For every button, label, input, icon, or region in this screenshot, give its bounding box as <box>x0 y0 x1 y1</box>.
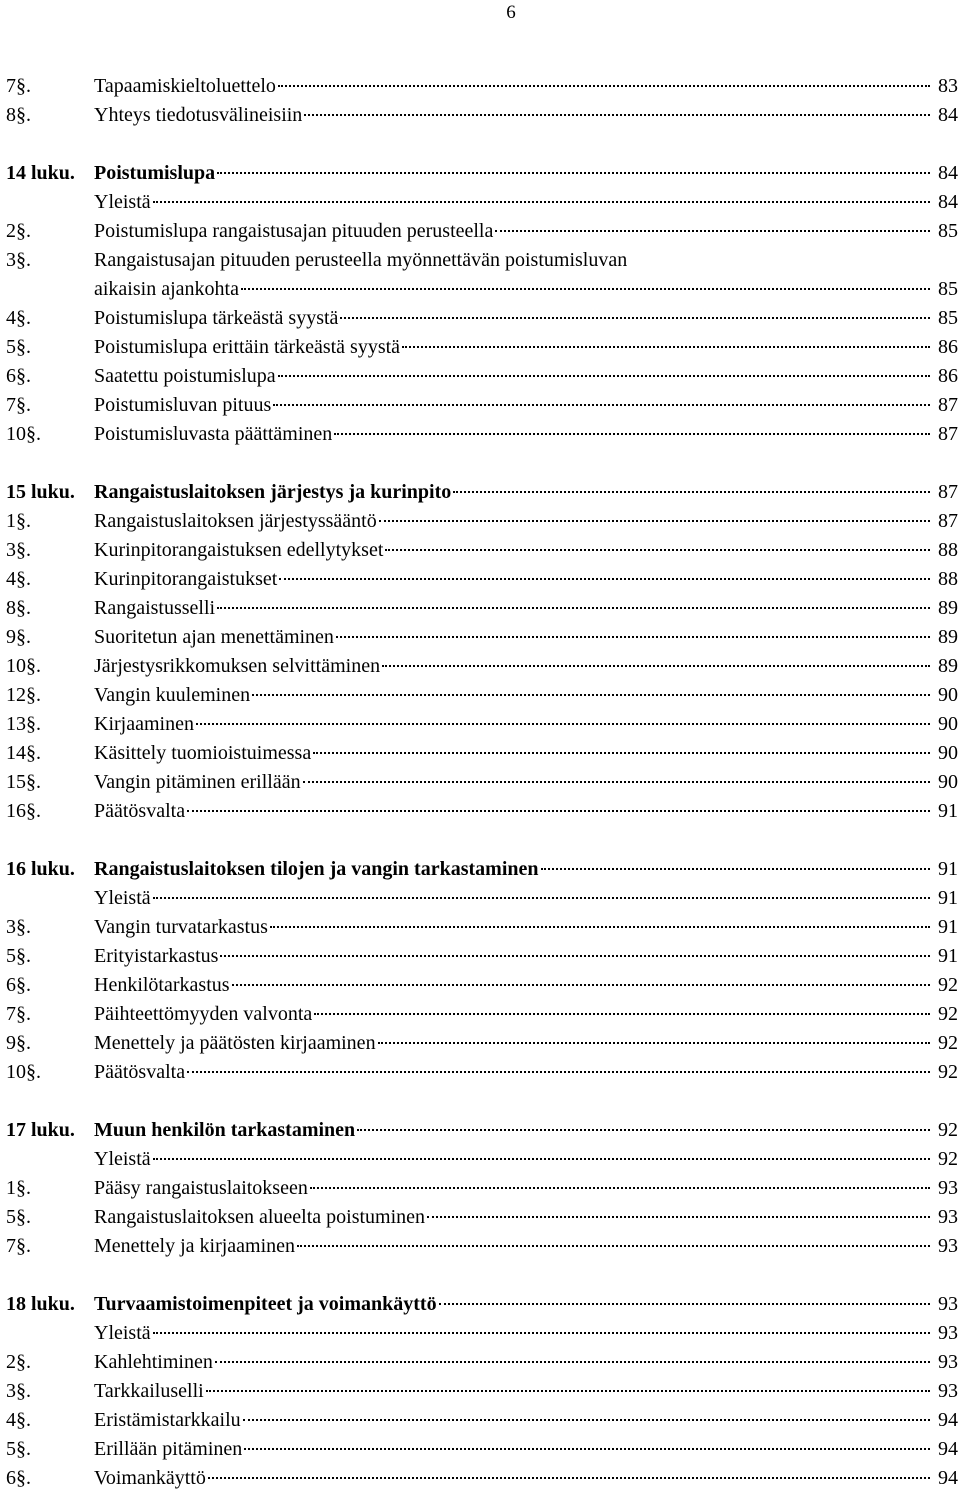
page-number: 6 <box>506 2 516 23</box>
toc-page-number: 90 <box>938 742 958 764</box>
toc-entry-title: Pääsy rangaistuslaitokseen <box>94 1177 308 1199</box>
toc-entry <box>6 594 958 623</box>
toc-entry <box>6 681 958 710</box>
toc-entry <box>6 536 958 565</box>
toc-page-number: 87 <box>938 394 958 416</box>
toc-entry <box>6 362 958 391</box>
toc-page-number: 92 <box>938 974 958 996</box>
toc-dot-leader <box>279 577 930 580</box>
toc-dot-leader <box>217 606 930 609</box>
toc-entry <box>6 971 958 1000</box>
toc-page-number: 86 <box>938 336 958 358</box>
toc-entry <box>6 652 958 681</box>
table-of-contents <box>6 72 958 1493</box>
toc-entry-number: 15 luku. <box>6 481 75 503</box>
toc-dot-leader <box>232 983 930 986</box>
toc-entry-number: 3§. <box>6 539 31 561</box>
toc-entry <box>6 1058 958 1087</box>
toc-entry <box>6 710 958 739</box>
toc-dot-leader <box>220 954 930 957</box>
toc-page-number: 89 <box>938 597 958 619</box>
toc-page-number: 92 <box>938 1061 958 1083</box>
toc-entry <box>6 333 958 362</box>
toc-dot-leader <box>303 780 930 783</box>
toc-entry-title: Poistumisluvasta päättäminen <box>94 423 333 445</box>
toc-dot-leader <box>270 925 930 928</box>
toc-entry-title: Turvaamistoimenpiteet ja voimankäyttö <box>94 1293 437 1315</box>
toc-dot-leader <box>196 722 930 725</box>
toc-page-number: 86 <box>938 365 958 387</box>
toc-page-number: 85 <box>938 278 958 300</box>
toc-entry-title: Poistumislupa <box>94 162 216 184</box>
toc-page-number: 84 <box>938 191 958 213</box>
toc-entry-number: 8§. <box>6 597 31 619</box>
toc-entry-number: 15§. <box>6 771 41 793</box>
toc-page-number: 92 <box>938 1003 958 1025</box>
toc-entry-title: Poistumislupa erittäin tärkeästä syystä <box>94 336 401 358</box>
toc-entry-title: Rangaistuslaitoksen tilojen ja vangin tarkastaminen <box>94 858 539 880</box>
toc-entry-number: 4§. <box>6 568 31 590</box>
toc-entry-number: 5§. <box>6 1206 31 1228</box>
toc-dot-leader <box>357 1128 930 1131</box>
toc-entry-title: Kahlehtiminen <box>94 1351 213 1373</box>
toc-entry-title: Vangin turvatarkastus <box>94 916 268 938</box>
toc-dot-leader <box>313 751 930 754</box>
toc-page-number: 84 <box>938 104 958 126</box>
toc-dot-leader <box>378 1041 930 1044</box>
toc-page-number: 94 <box>938 1467 958 1489</box>
toc-entry <box>6 623 958 652</box>
toc-entry-title: Kurinpitorangaistuksen edellytykset <box>94 539 384 561</box>
toc-entry <box>6 217 958 246</box>
toc-dot-leader <box>243 1418 930 1421</box>
toc-entry-title: Poistumislupa rangaistusajan pituuden perusteella <box>94 220 494 242</box>
toc-dot-leader <box>208 1476 930 1479</box>
toc-dot-leader <box>187 1070 930 1073</box>
toc-entry-number: 12§. <box>6 684 41 706</box>
toc-page-number: 91 <box>938 887 958 909</box>
toc-dot-leader <box>215 1360 930 1363</box>
toc-entry-title: Käsittely tuomioistuimessa <box>94 742 312 764</box>
toc-page-number: 93 <box>938 1206 958 1228</box>
toc-entry-number: 10§. <box>6 423 41 445</box>
toc-page-number: 92 <box>938 1148 958 1170</box>
toc-entry <box>6 1377 958 1406</box>
toc-entry-title: Rangaistuslaitoksen alueelta poistuminen <box>94 1206 426 1228</box>
toc-dot-leader <box>382 664 930 667</box>
toc-entry <box>6 1348 958 1377</box>
toc-entry-title: Kirjaaminen <box>94 713 194 735</box>
toc-entry-title: Tapaamiskieltoluettelo <box>94 75 276 97</box>
toc-entry <box>6 1174 958 1203</box>
toc-page-number: 93 <box>938 1293 958 1315</box>
toc-entry-number: 5§. <box>6 1438 31 1460</box>
toc-chapter-heading <box>6 855 958 884</box>
toc-entry-title: Henkilötarkastus <box>94 974 230 996</box>
toc-entry-title: Vangin kuuleminen <box>94 684 251 706</box>
toc-dot-leader <box>217 171 930 174</box>
toc-entry-title: Poistumislupa tärkeästä syystä <box>94 307 339 329</box>
toc-entry-number: 10§. <box>6 1061 41 1083</box>
toc-entry <box>6 1464 958 1493</box>
toc-entry <box>6 942 958 971</box>
toc-entry <box>6 739 958 768</box>
toc-entry-title: Rangaistusajan pituuden perusteella myönnettävän poistumisluvan <box>94 249 628 271</box>
toc-chapter-heading <box>6 1116 958 1145</box>
toc-page-number: 85 <box>938 307 958 329</box>
toc-page-number: 93 <box>938 1351 958 1373</box>
toc-entry-title: Kurinpitorangaistukset <box>94 568 278 590</box>
toc-dot-leader <box>187 809 930 812</box>
toc-dot-leader <box>402 345 930 348</box>
toc-page-number: 92 <box>938 1032 958 1054</box>
toc-dot-leader <box>495 229 930 232</box>
toc-page-number: 89 <box>938 655 958 677</box>
toc-entry-number: 4§. <box>6 1409 31 1431</box>
toc-entry <box>6 304 958 333</box>
toc-dot-leader <box>310 1186 930 1189</box>
toc-entry-title: Rangaistusselli <box>94 597 216 619</box>
toc-page-number: 91 <box>938 858 958 880</box>
toc-entry-number: 1§. <box>6 510 31 532</box>
toc-dot-leader <box>153 200 930 203</box>
toc-page-number: 87 <box>938 510 958 532</box>
toc-entry-title: Vangin pitäminen erillään <box>94 771 301 793</box>
toc-entry-number: 5§. <box>6 336 31 358</box>
toc-page-number: 93 <box>938 1235 958 1257</box>
toc-page-number: 90 <box>938 713 958 735</box>
toc-page-number: 94 <box>938 1438 958 1460</box>
toc-dot-leader <box>297 1244 930 1247</box>
toc-entry <box>6 884 958 913</box>
toc-entry-title: Yleistä <box>94 1322 151 1344</box>
toc-dot-leader <box>252 693 930 696</box>
toc-entry <box>6 275 958 304</box>
toc-dot-leader <box>153 896 930 899</box>
toc-dot-leader <box>541 867 931 870</box>
toc-entry-number: 10§. <box>6 655 41 677</box>
toc-entry-number: 2§. <box>6 1351 31 1373</box>
toc-dot-leader <box>244 1447 930 1450</box>
toc-entry-number: 9§. <box>6 626 31 648</box>
toc-entry-number: 7§. <box>6 1235 31 1257</box>
toc-entry-title: Päihteettömyyden valvonta <box>94 1003 313 1025</box>
toc-dot-leader <box>206 1389 930 1392</box>
toc-entry <box>6 913 958 942</box>
toc-page-number: 87 <box>938 423 958 445</box>
toc-page-number: 91 <box>938 800 958 822</box>
toc-entry-number: 3§. <box>6 916 31 938</box>
toc-entry-number: 2§. <box>6 220 31 242</box>
toc-dot-leader <box>340 316 930 319</box>
toc-entry <box>6 101 958 130</box>
toc-dot-leader <box>453 490 930 493</box>
toc-entry-number: 4§. <box>6 307 31 329</box>
toc-entry <box>6 246 958 275</box>
toc-dot-leader <box>379 519 930 522</box>
toc-page-number: 93 <box>938 1380 958 1402</box>
toc-entry-number: 17 luku. <box>6 1119 75 1141</box>
toc-entry-number: 7§. <box>6 1003 31 1025</box>
toc-page-number: 85 <box>938 220 958 242</box>
toc-entry-title: Eristämistarkkailu <box>94 1409 241 1431</box>
toc-page-number: 88 <box>938 539 958 561</box>
toc-entry-number: 1§. <box>6 1177 31 1199</box>
toc-entry-title: Järjestysrikkomuksen selvittäminen <box>94 655 381 677</box>
toc-entry <box>6 420 958 449</box>
toc-entry-title: Tarkkailuselli <box>94 1380 204 1402</box>
toc-dot-leader <box>304 113 930 116</box>
toc-dot-leader <box>336 635 930 638</box>
toc-entry-title: Erityistarkastus <box>94 945 219 967</box>
toc-page-number: 88 <box>938 568 958 590</box>
toc-dot-leader <box>273 403 930 406</box>
toc-page-number: 89 <box>938 626 958 648</box>
toc-entry-number: 7§. <box>6 394 31 416</box>
toc-entry-number: 16 luku. <box>6 858 75 880</box>
toc-entry-title: Päätösvalta <box>94 800 186 822</box>
toc-entry-title: Rangaistuslaitoksen järjestys ja kurinpito <box>94 481 452 503</box>
toc-page-number: 93 <box>938 1177 958 1199</box>
toc-entry-title: Menettely ja päätösten kirjaaminen <box>94 1032 376 1054</box>
toc-dot-leader <box>385 548 930 551</box>
toc-entry-number: 5§. <box>6 945 31 967</box>
toc-entry <box>6 1435 958 1464</box>
toc-entry-title: aikaisin ajankohta <box>94 278 239 300</box>
toc-entry-number: 14 luku. <box>6 162 75 184</box>
toc-entry-title: Poistumisluvan pituus <box>94 394 272 416</box>
toc-entry-title: Saatettu poistumislupa <box>94 365 276 387</box>
toc-entry-title: Yhteys tiedotusvälineisiin <box>94 104 303 126</box>
toc-entry-title: Suoritetun ajan menettäminen <box>94 626 334 648</box>
toc-entry-title: Yleistä <box>94 191 151 213</box>
toc-entry-number: 6§. <box>6 365 31 387</box>
toc-entry-number: 6§. <box>6 974 31 996</box>
toc-entry <box>6 1145 958 1174</box>
toc-page-number: 92 <box>938 1119 958 1141</box>
toc-chapter-heading <box>6 159 958 188</box>
toc-page-number: 90 <box>938 684 958 706</box>
toc-dot-leader <box>427 1215 930 1218</box>
toc-chapter-heading <box>6 1290 958 1319</box>
toc-entry <box>6 1203 958 1232</box>
toc-page-number: 94 <box>938 1409 958 1431</box>
toc-entry <box>6 768 958 797</box>
toc-entry-number: 3§. <box>6 1380 31 1402</box>
toc-entry <box>6 1406 958 1435</box>
toc-page-number: 83 <box>938 75 958 97</box>
toc-entry-title: Yleistä <box>94 887 151 909</box>
toc-entry-number: 8§. <box>6 104 31 126</box>
toc-entry <box>6 1232 958 1261</box>
toc-entry-title: Muun henkilön tarkastaminen <box>94 1119 356 1141</box>
toc-entry-title: Yleistä <box>94 1148 151 1170</box>
toc-entry-title: Menettely ja kirjaaminen <box>94 1235 296 1257</box>
toc-page-number: 87 <box>938 481 958 503</box>
toc-entry <box>6 1029 958 1058</box>
toc-entry <box>6 391 958 420</box>
toc-page-number: 93 <box>938 1322 958 1344</box>
toc-entry <box>6 72 958 101</box>
toc-page-number: 91 <box>938 916 958 938</box>
toc-dot-leader <box>278 374 930 377</box>
toc-entry-number: 6§. <box>6 1467 31 1489</box>
toc-dot-leader <box>153 1157 930 1160</box>
toc-page-number: 90 <box>938 771 958 793</box>
toc-dot-leader <box>241 287 930 290</box>
toc-entry-number: 3§. <box>6 249 31 271</box>
toc-entry-number: 7§. <box>6 75 31 97</box>
toc-entry-number: 9§. <box>6 1032 31 1054</box>
toc-dot-leader <box>314 1012 930 1015</box>
toc-entry <box>6 507 958 536</box>
toc-entry-title: Voimankäyttö <box>94 1467 206 1489</box>
toc-entry-title: Päätösvalta <box>94 1061 186 1083</box>
toc-dot-leader <box>278 84 930 87</box>
toc-entry <box>6 1000 958 1029</box>
toc-dot-leader <box>153 1331 930 1334</box>
toc-entry <box>6 797 958 826</box>
toc-entry-title: Erillään pitäminen <box>94 1438 243 1460</box>
toc-dot-leader <box>334 432 930 435</box>
toc-page-number: 84 <box>938 162 958 184</box>
toc-entry-number: 16§. <box>6 800 41 822</box>
toc-entry <box>6 1319 958 1348</box>
toc-page-number: 91 <box>938 945 958 967</box>
toc-entry-number: 13§. <box>6 713 41 735</box>
toc-entry-number: 18 luku. <box>6 1293 75 1315</box>
toc-dot-leader <box>439 1302 930 1305</box>
toc-entry <box>6 188 958 217</box>
toc-entry <box>6 565 958 594</box>
toc-chapter-heading <box>6 478 958 507</box>
toc-entry-title: Rangaistuslaitoksen järjestyssääntö <box>94 510 377 532</box>
toc-entry-number: 14§. <box>6 742 41 764</box>
